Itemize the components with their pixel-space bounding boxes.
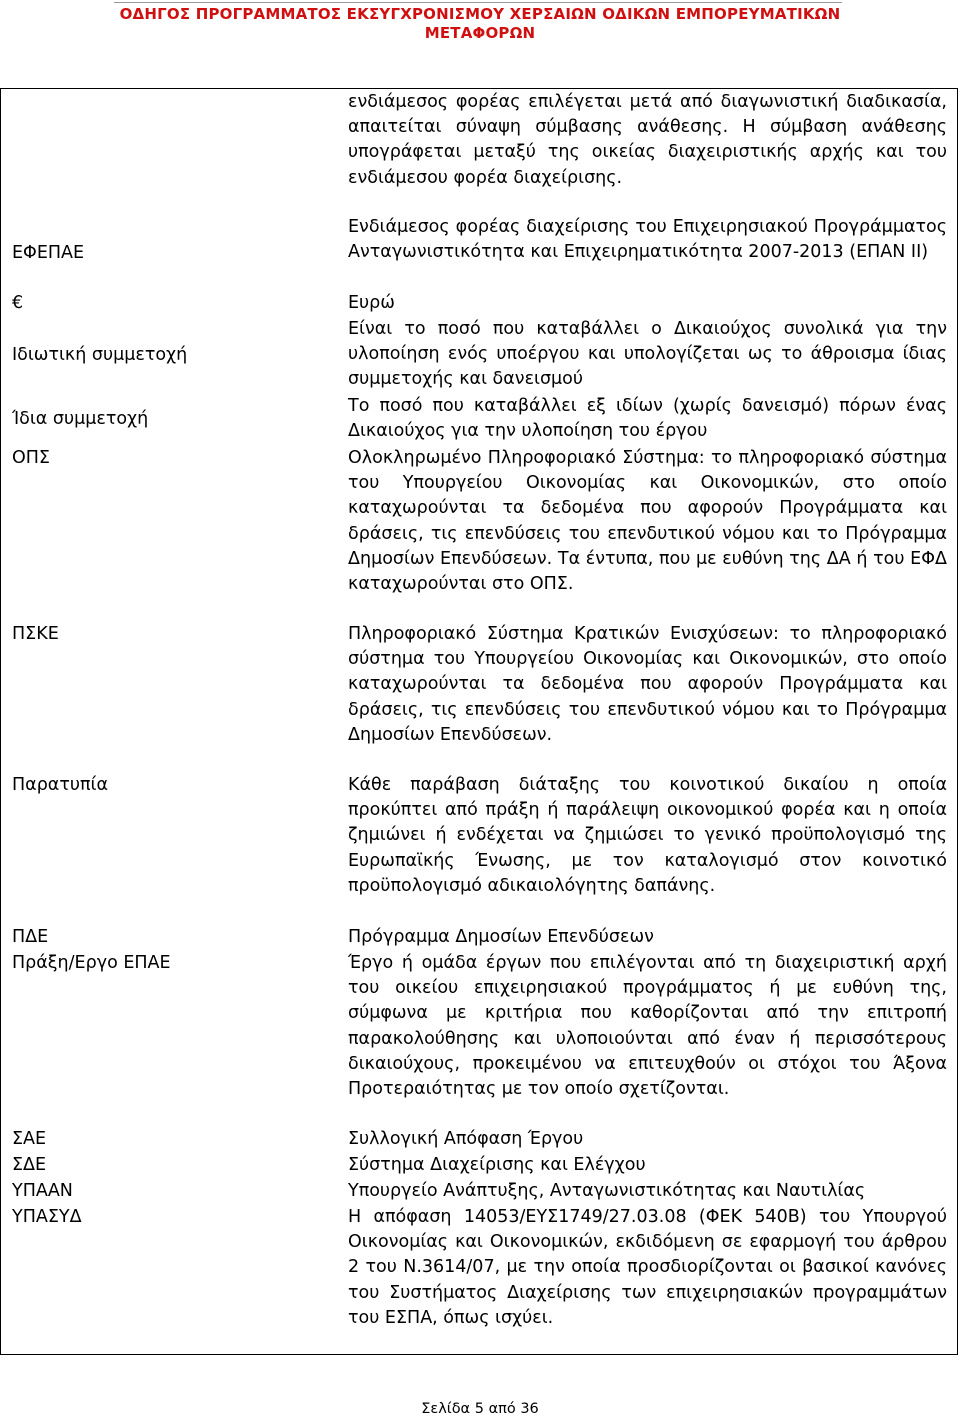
glossary-term: ΕΦΕΠΑΕ bbox=[12, 243, 85, 263]
glossary-term: € bbox=[12, 293, 24, 313]
header-title-line-1: ΟΔΗΓΟΣ ΠΡΟΓΡΑΜΜΑΤΟΣ ΕΚΣΥΓΧΡΟΝΙΣΜΟΥ ΧΕΡΣΑΙΩΝ ΟΔΙΚΩΝ ΕΜΠΟΡΕΥΜΑΤΙΚΩΝ bbox=[119, 5, 841, 23]
glossary-definition: Ευρώ bbox=[348, 293, 395, 313]
glossary-table bbox=[0, 88, 958, 1355]
glossary-term: Πράξη/Εργο ΕΠΑΕ bbox=[12, 953, 171, 973]
glossary-definition: Σύστημα Διαχείρισης και Ελέγχου bbox=[348, 1155, 646, 1175]
glossary-term: ΥΠΑΣΥΔ bbox=[12, 1207, 82, 1227]
glossary-term: ΣΔΕ bbox=[12, 1155, 47, 1175]
glossary-term: ΥΠΑΑΝ bbox=[12, 1181, 73, 1201]
page-number: Σελίδα 5 από 36 bbox=[421, 1401, 539, 1417]
glossary-term: Ιδιωτική συμμετοχή bbox=[12, 345, 188, 365]
glossary-definition: Υπουργείο Ανάπτυξης, Ανταγωνιστικότητας και Ναυτιλίας bbox=[348, 1181, 866, 1201]
glossary-definition: ενδιάμεσος φορέας επιλέγεται μετά από διαγωνιστική διαδικασία, απαιτείται σύναψη σύμβασης ανάθεσης. Η σύμβαση ανάθεσης υπογράφεται μεταξύ της οικείας διαχειριστικής αρχής και του ενδιάμεσου φορέα διαχείρισης. bbox=[348, 92, 947, 188]
glossary-term: ΟΠΣ bbox=[12, 448, 50, 468]
glossary-definition: Συλλογική Απόφαση Έργου bbox=[348, 1129, 584, 1149]
glossary-definition: Πληροφοριακό Σύστημα Κρατικών Ενισχύσεων: το πληροφοριακό σύστημα του Υπουργείου Οικονομίας και Οικονομικών, στο οποίο καταχωρούνται τα δεδομένα που αφορούν Προγράμματα και δράσεις, τις επενδύσεις του επενδυτικού νόμου και το Πρόγραμμα Δημοσίων Επενδύσεων. bbox=[348, 624, 947, 745]
glossary-definition: Πρόγραμμα Δημοσίων Επενδύσεων bbox=[348, 927, 654, 947]
glossary-definition: Το ποσό που καταβάλλει εξ ιδίων (χωρίς δανεισμό) πόρων ένας Δικαιούχος για την υλοποίηση του έργου bbox=[348, 396, 947, 442]
glossary-definition: Η απόφαση 14053/ΕΥΣ1749/27.03.08 (ΦΕΚ 540Β) του Υπουργού Οικονομίας και Οικονομικών, εκδιδόμενη σε εφαρμογή του άρθρου 2 του Ν.3614/07, με την οποία προσδιορίζονται οι βασικοί κανόνες του Συστήματος Διαχείρισης των επιχειρησιακών προγραμμάτων του ΕΣΠΑ, όπως ισχύει. bbox=[348, 1207, 947, 1328]
header-rule bbox=[114, 2, 842, 3]
glossary-term: Παρατυπία bbox=[12, 775, 108, 795]
glossary-definition: Ενδιάμεσος φορέας διαχείρισης του Επιχειρησιακού Προγράμματος Ανταγωνιστικότητα και Επιχειρηματικότητα 2007-2013 (ΕΠΑΝ ΙΙ) bbox=[348, 217, 947, 263]
header-title-line-2: ΜΕΤΑΦΟΡΩΝ bbox=[424, 24, 536, 42]
document-header bbox=[0, 0, 960, 50]
glossary-term: ΣΑΕ bbox=[12, 1129, 47, 1149]
glossary-definition: Είναι το ποσό που καταβάλλει ο Δικαιούχος συνολικά για την υλοποίηση ενός υποέργου και υπολογίζεται ως το άθροισμα ίδιας συμμετοχής και δανεισμού bbox=[348, 319, 947, 390]
glossary-definition: Ολοκληρωμένο Πληροφοριακό Σύστημα: το πληροφοριακό σύστημα του Υπουργείου Οικονομίας και Οικονομικών, στο οποίο καταχωρούνται τα δεδομένα που αφορούν Προγράμματα και δράσεις, τις επενδύσεις του επενδυτικού νόμου και το Πρόγραμμα Δημοσίων Επενδύσεων. Τα έντυπα, που με ευθύνη της ΔΑ ή του ΕΦΔ καταχωρούνται στο ΟΠΣ. bbox=[348, 448, 947, 595]
glossary-term: ΠΣΚΕ bbox=[12, 624, 59, 644]
glossary-definition: Έργο ή ομάδα έργων που επιλέγονται από τη διαχειριστική αρχή του οικείου επιχειρησιακού προγράμματος ή με ευθύνη της, σύμφωνα με κριτήρια που καθορίζονται από την επιτροπή παρακολούθησης και υλοποιούνται από έναν ή περισσότερους δικαιούχους, προκειμένου να επιτευχθούν οι στόχοι του Άξονα Προτεραιότητας με τον οποίο σχετίζονται. bbox=[348, 953, 947, 1100]
glossary-term: Ίδια συμμετοχή bbox=[12, 409, 149, 429]
glossary-term: ΠΔΕ bbox=[12, 927, 49, 947]
glossary-definition: Κάθε παράβαση διάταξης του κοινοτικού δικαίου η οποία προκύπτει από πράξη ή παράλειψη οικονομικού φορέα και η οποία ζημιώνει ή ενδέχεται να ζημιώσει το γενικό προϋπολογισμό της Ευρωπαϊκής Ένωσης, με τον καταλογισμό στον κοινοτικό προϋπολογισμό αδικαιολόγητης δαπάνης. bbox=[348, 775, 947, 896]
